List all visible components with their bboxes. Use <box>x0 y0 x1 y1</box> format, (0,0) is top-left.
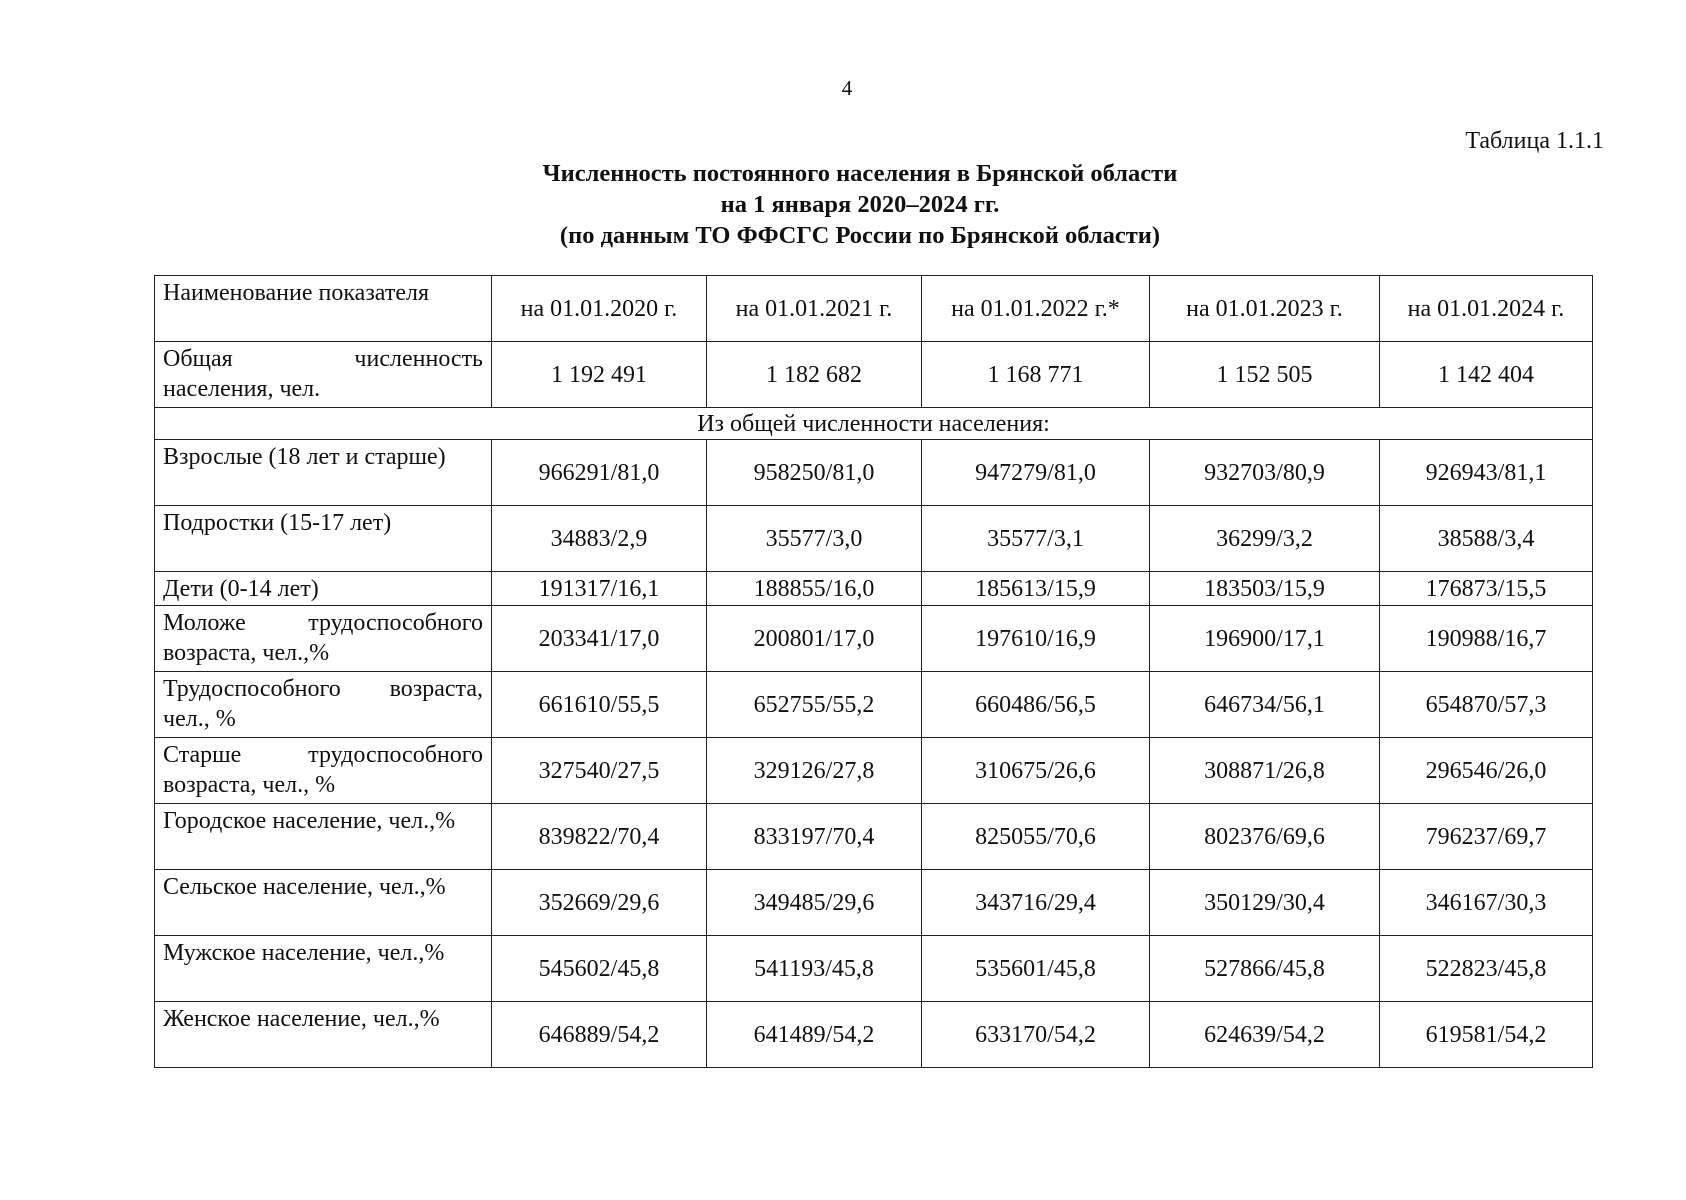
header-indicator: Наименование показателя <box>155 276 492 342</box>
cell-value: 1 182 682 <box>707 342 922 408</box>
table-row <box>155 870 1593 936</box>
row-label: Сельское население, чел.,% <box>155 870 492 936</box>
row-label: Женское население, чел.,% <box>155 1002 492 1068</box>
cell-value: 624639/54,2 <box>1150 1002 1380 1068</box>
cell-value: 633170/54,2 <box>922 1002 1150 1068</box>
cell-value: 660486/56,5 <box>922 672 1150 738</box>
cell-value: 203341/17,0 <box>492 606 707 672</box>
cell-value: 619581/54,2 <box>1380 1002 1593 1068</box>
cell-value: 825055/70,6 <box>922 804 1150 870</box>
cell-value: 352669/29,6 <box>492 870 707 936</box>
cell-value: 34883/2,9 <box>492 506 707 572</box>
cell-value: 296546/26,0 <box>1380 738 1593 804</box>
table-row <box>155 506 1593 572</box>
header-2024: на 01.01.2024 г. <box>1380 276 1593 342</box>
cell-value: 932703/80,9 <box>1150 440 1380 506</box>
table-row <box>155 672 1593 738</box>
table-row <box>155 738 1593 804</box>
cell-value: 310675/26,6 <box>922 738 1150 804</box>
cell-value: 343716/29,4 <box>922 870 1150 936</box>
cell-value: 641489/54,2 <box>707 1002 922 1068</box>
cell-value: 349485/29,6 <box>707 870 922 936</box>
cell-value: 535601/45,8 <box>922 936 1150 1002</box>
cell-value: 1 152 505 <box>1150 342 1380 408</box>
cell-value: 646734/56,1 <box>1150 672 1380 738</box>
table-body <box>155 440 1593 1068</box>
cell-value: 541193/45,8 <box>707 936 922 1002</box>
cell-value: 926943/81,1 <box>1380 440 1593 506</box>
header-2023: на 01.01.2023 г. <box>1150 276 1380 342</box>
table-row <box>155 1002 1593 1068</box>
cell-value: 646889/54,2 <box>492 1002 707 1068</box>
cell-value: 185613/15,9 <box>922 572 1150 606</box>
row-label: Подростки (15-17 лет) <box>155 506 492 572</box>
cell-value: 329126/27,8 <box>707 738 922 804</box>
table-caption: Таблица 1.1.1 <box>1465 128 1604 154</box>
row-label: Старше трудоспособного возраста, чел., % <box>155 738 492 804</box>
cell-value: 35577/3,1 <box>922 506 1150 572</box>
cell-value: 196900/17,1 <box>1150 606 1380 672</box>
page-number: 4 <box>841 76 853 100</box>
cell-value: 654870/57,3 <box>1380 672 1593 738</box>
cell-value: 35577/3,0 <box>707 506 922 572</box>
row-label: Общая численность населения, чел. <box>155 342 492 408</box>
cell-value: 346167/30,3 <box>1380 870 1593 936</box>
title-line-1: Численность постоянного населения в Брянской области <box>542 160 1178 187</box>
row-label: Дети (0-14 лет) <box>155 572 492 606</box>
cell-value: 197610/16,9 <box>922 606 1150 672</box>
document-title <box>330 158 1390 251</box>
cell-value: 327540/27,5 <box>492 738 707 804</box>
cell-value: 958250/81,0 <box>707 440 922 506</box>
cell-value: 839822/70,4 <box>492 804 707 870</box>
cell-value: 188855/16,0 <box>707 572 922 606</box>
cell-value: 1 192 491 <box>492 342 707 408</box>
cell-value: 545602/45,8 <box>492 936 707 1002</box>
cell-value: 190988/16,7 <box>1380 606 1593 672</box>
subheader: Из общей численности населения: <box>155 408 1593 440</box>
cell-value: 652755/55,2 <box>707 672 922 738</box>
header-2020: на 01.01.2020 г. <box>492 276 707 342</box>
cell-value: 833197/70,4 <box>707 804 922 870</box>
cell-value: 1 142 404 <box>1380 342 1593 408</box>
table-row <box>155 440 1593 506</box>
cell-value: 308871/26,8 <box>1150 738 1380 804</box>
cell-value: 802376/69,6 <box>1150 804 1380 870</box>
table-subheader-row <box>155 408 1593 440</box>
table-row <box>155 606 1593 672</box>
cell-value: 176873/15,5 <box>1380 572 1593 606</box>
cell-value: 966291/81,0 <box>492 440 707 506</box>
cell-value: 522823/45,8 <box>1380 936 1593 1002</box>
row-label: Мужское население, чел.,% <box>155 936 492 1002</box>
row-label: Городское население, чел.,% <box>155 804 492 870</box>
cell-value: 191317/16,1 <box>492 572 707 606</box>
cell-value: 200801/17,0 <box>707 606 922 672</box>
cell-value: 527866/45,8 <box>1150 936 1380 1002</box>
cell-value: 36299/3,2 <box>1150 506 1380 572</box>
table-header-row <box>155 276 1593 342</box>
header-2021: на 01.01.2021 г. <box>707 276 922 342</box>
row-label: Взрослые (18 лет и старше) <box>155 440 492 506</box>
cell-value: 38588/3,4 <box>1380 506 1593 572</box>
table-row <box>155 572 1593 606</box>
cell-value: 350129/30,4 <box>1150 870 1380 936</box>
title-line-3: (по данным ТО ФФСГС России по Брянской области) <box>559 222 1161 249</box>
table-row <box>155 936 1593 1002</box>
table-row-total <box>155 342 1593 408</box>
row-label: Трудоспособного возраста, чел., % <box>155 672 492 738</box>
cell-value: 1 168 771 <box>922 342 1150 408</box>
table-row <box>155 804 1593 870</box>
cell-value: 183503/15,9 <box>1150 572 1380 606</box>
population-table <box>154 275 1593 1068</box>
cell-value: 947279/81,0 <box>922 440 1150 506</box>
row-label: Моложе трудоспособного возраста, чел.,% <box>155 606 492 672</box>
title-line-2: на 1 января 2020–2024 гг. <box>720 191 1000 218</box>
cell-value: 661610/55,5 <box>492 672 707 738</box>
header-2022: на 01.01.2022 г.* <box>922 276 1150 342</box>
cell-value: 796237/69,7 <box>1380 804 1593 870</box>
